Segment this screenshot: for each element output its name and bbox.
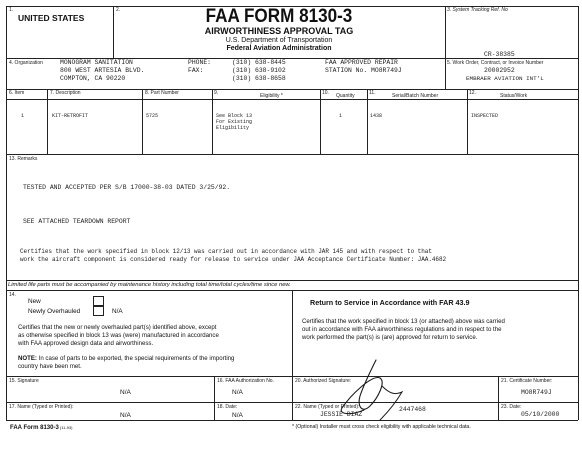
rule-c3 [212,89,213,154]
phone-label: PHONE: [188,59,212,66]
col-item: 6. Item [9,90,25,96]
rule-c1 [47,89,48,154]
fax-number: (310) 638-9102 [232,67,286,74]
authorized-signature-label: 20. Authorized Signature: [295,378,352,384]
block14-note-2: country have been met. [18,363,82,370]
col-serial-num: 11. [369,90,376,96]
signature-label: 15. Signature [9,378,39,384]
date2-value: 05/10/2000 [521,411,560,418]
note-label: NOTE: [18,355,37,362]
date-label: 18. Date: [217,404,238,410]
org-name: MONOGRAM SANITATION [60,59,133,66]
col-part-number: 8. Part Number [145,90,179,96]
border-left [6,6,7,420]
printed-name: JESSIE DIAZ [320,411,363,418]
repair-station: FAA APPROVED REPAIR [325,59,398,66]
block14-cert-2: as otherwise specified in block 13 was (were) manufactured in accordance [18,332,219,339]
rule-c6 [467,89,468,154]
form-rev: (11-93) [58,425,73,430]
remarks-cert-line-1: Certifies that the work specified in block 12/13 was carried out in accordance with JAR 145 and with respect to that [20,248,432,255]
block14-cert-3: with FAA approved design data and airworthiness. [18,340,154,347]
department: U.S. Department of Transportation [225,37,333,44]
org-label: 4. Organization [9,60,43,66]
phone-number: (310) 638-8445 [232,59,286,66]
rule-sig-split [214,376,215,420]
optional-note: * (Optional) Installer must cross check eligibility with applicable technical data. [292,424,471,430]
row-serial: 1438 [370,113,383,119]
faa-auth-value: N/A [232,389,243,396]
org-city: COMPTON, CA 90220 [60,75,126,82]
rule-org [6,89,578,90]
row-item: 1 [21,113,25,119]
fax-label: FAX: [188,67,204,74]
border-right [578,6,579,420]
new-checkbox[interactable] [93,296,104,306]
rule-colheads [6,99,578,100]
col-description: 7. Description [50,90,81,96]
tracking-ref-label: 3. System Tracking Ref. No [447,7,508,13]
remarks-line-1: TESTED AND ACCEPTED PER S/B 17000-38-03 DATED 3/25/92. [23,184,231,191]
row-description: KIT-RETROFIT [52,113,89,119]
rule-middle [292,290,293,420]
alt-phone-number: (310) 638-8658 [232,75,286,82]
rts-title: Return to Service in Accordance with FAR 43.9 [310,298,470,307]
row-eligibility-1: See Block 13 [216,113,253,119]
customer-name: EMBRAER AVIATION INT'L [466,75,544,82]
work-order-number: 20002952 [484,67,515,74]
date2-label: 23. Date: [501,404,522,410]
row-eligibility-2: For Existing [216,119,253,125]
row-eligibility-3: Eligibility [216,125,250,131]
col-quantity: Quantity [336,93,355,99]
block1-number: 1. [9,7,14,13]
certificate-number-label: 21. Certificate Number: [501,378,553,384]
row-part-number: 5725 [146,113,159,119]
rule-sig-split-2 [498,376,499,420]
printed-name-label: 22. Name (Typed or Printed): [295,404,360,410]
rts-text-1: Certifies that the work specified in block 13 (or attached) above was carried [302,318,505,325]
rule-sig [6,376,578,377]
signature-value: N/A [120,389,131,396]
col-eligibility: Eligibility * [260,93,283,99]
col-eligibility-num: 9. [214,90,219,96]
rule-name [6,402,578,403]
form-title: FAA FORM 8130-3 [205,6,353,27]
new-label: New [28,298,41,305]
rule-c4 [320,89,321,154]
certificate-number: MO8R749J [521,389,552,396]
country: UNITED STATES [18,13,85,23]
border-bottom [6,420,578,421]
block14-number: 14. [9,292,16,298]
overhauled-na: N/A [112,308,123,315]
date-value: N/A [232,412,243,419]
rule-h2 [445,6,446,58]
name-value: N/A [120,412,131,419]
rts-text-3: work performed the part(s) is (are) approved for return to service. [302,334,478,341]
remarks-line-2: SEE ATTACHED TEARDOWN REPORT [23,218,131,225]
handwritten-signature [330,356,420,422]
block2-number: 2. [116,7,121,13]
work-order-label: 5. Work Order, Contract, or Invoice Number [447,60,544,66]
remarks-label: 13. Remarks [9,156,38,162]
rts-text-2: out in accordance with FAA airworthiness regulations and in respect to the [302,326,502,333]
col-status-num: 12. [469,90,476,96]
col-status: Status/Work [500,93,528,99]
row-status: INSPECTED [471,113,499,119]
note-text: In case of parts to be exported, the special requirements of the importing [36,355,235,362]
form-id-label: FAA Form 8130-3 [10,425,59,431]
form-subtitle: AIRWORTHINESS APPROVAL TAG [204,26,354,36]
limited-life-notice: Limited life parts must be accompanied by maintenance history including total time/total cycles/time since new. [8,282,291,288]
form-id [10,425,73,431]
org-address: 800 WEST ARTESIA BLVD. [60,67,145,74]
rule-c5 [367,89,368,154]
block14-note-1 [18,355,234,363]
station-number: STATION No. MO8R749J [325,67,402,74]
block14-cert-1: Certifies that the new or newly overhauled part(s) identified above, except [18,324,217,331]
faa-auth-label: 16. FAA Authorization No. [217,378,274,384]
col-serial: Serial/Batch Number [392,93,439,99]
printed-name-number: 2447468 [399,406,426,413]
rule-remarks [6,280,578,281]
administration: Federal Aviation Administration [226,45,332,52]
rule-items [6,154,578,155]
remarks-cert-line-2: work the aircraft component is considered ready for release to service under JAA Acceptance Certificate Number: JAA.4682 [20,256,447,263]
tracking-ref: CR-38385 [484,51,515,58]
newly-overhauled-label: Newly Overhauled [28,308,81,315]
newly-overhauled-checkbox[interactable] [93,306,104,316]
rule-org-split [445,58,446,89]
rule-c2 [142,89,143,154]
row-quantity: 1 [339,113,343,119]
name-label: 17. Name (Typed or Printed): [9,404,74,410]
col-quantity-num: 10. [322,90,329,96]
